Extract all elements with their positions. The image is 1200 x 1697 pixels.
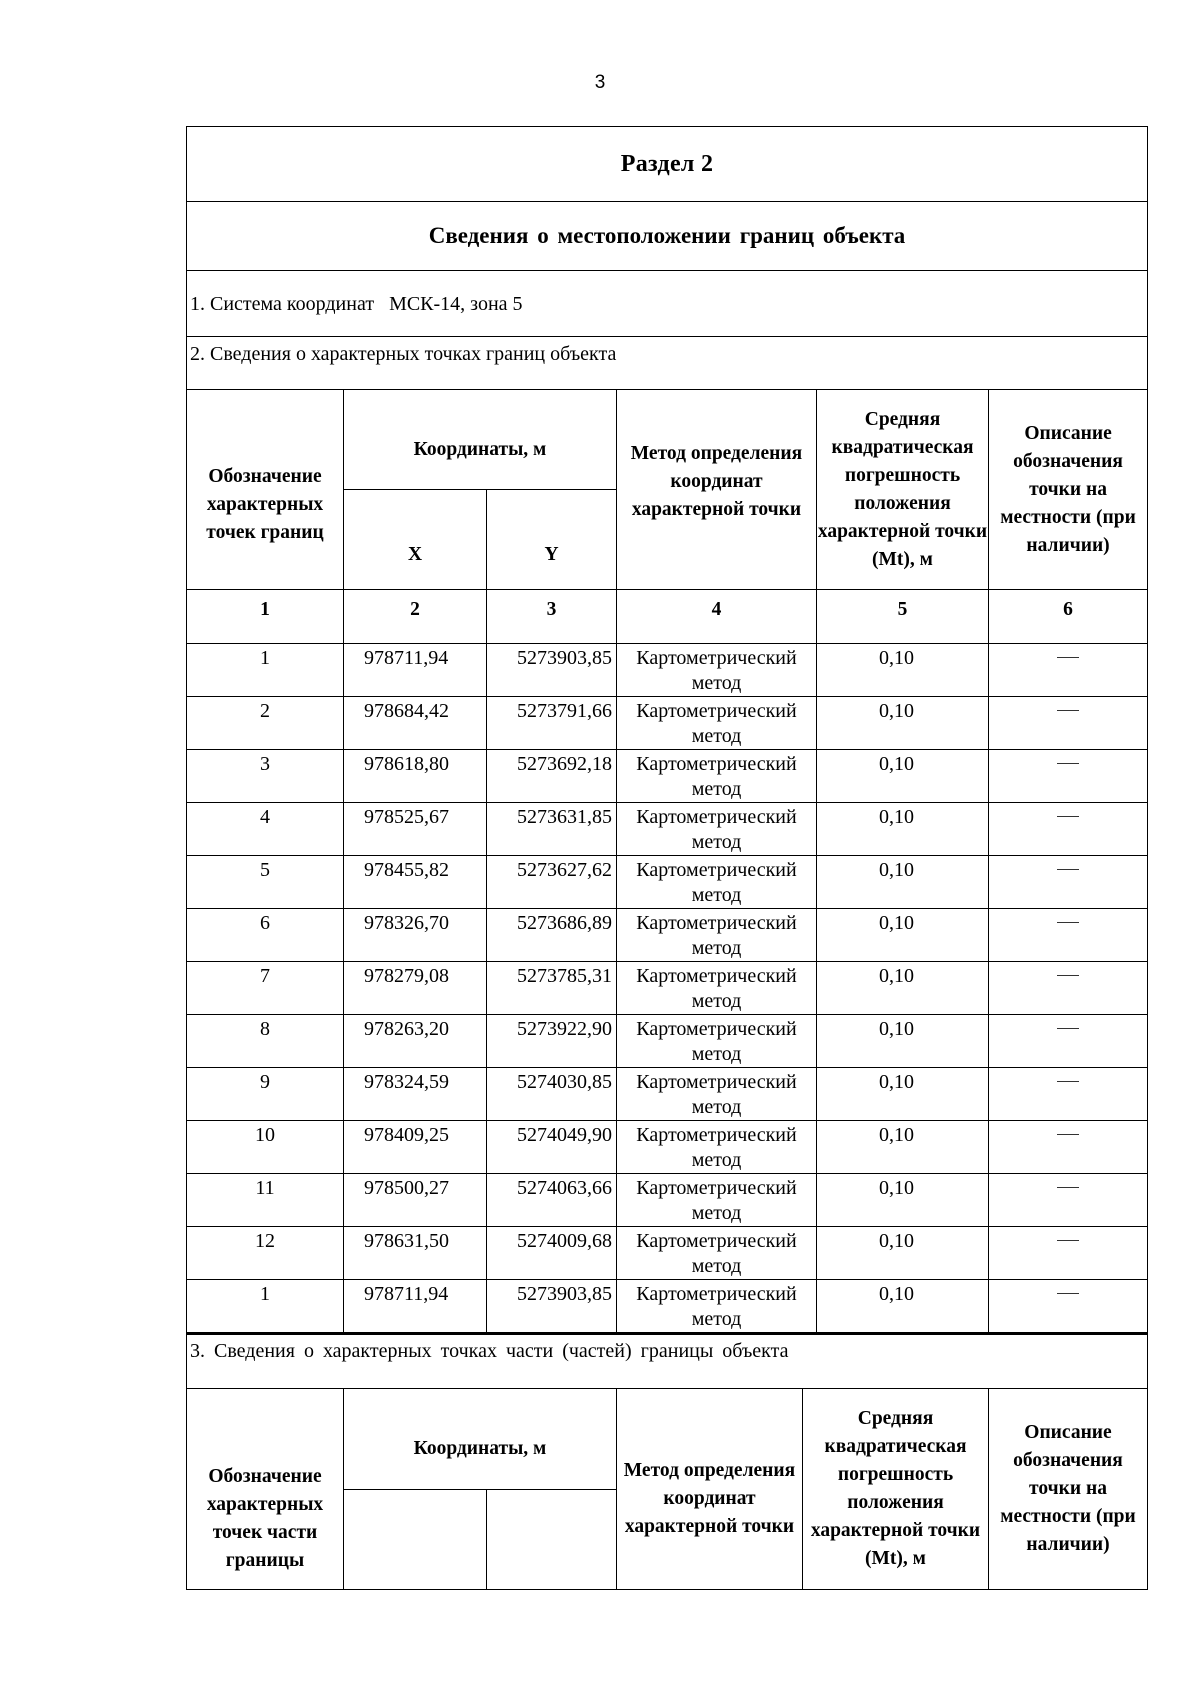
method-value: Картометрический метод bbox=[617, 1068, 817, 1121]
table-row bbox=[187, 1015, 1148, 1068]
description-value bbox=[989, 962, 1148, 1015]
x-coordinate: 978324,59 bbox=[344, 1068, 487, 1121]
error-value: 0,10 bbox=[817, 750, 989, 803]
dash-mark bbox=[1057, 1028, 1079, 1029]
description-value bbox=[989, 750, 1148, 803]
y-coordinate: 5273692,18 bbox=[487, 750, 617, 803]
point-id: 1 bbox=[187, 1280, 344, 1334]
point-id: 10 bbox=[187, 1121, 344, 1174]
parts-header-coordinates: Координаты, м bbox=[344, 1389, 617, 1489]
description-value bbox=[989, 1015, 1148, 1068]
error-value: 0,10 bbox=[817, 856, 989, 909]
points-section-title: 2. Сведения о характерных точках границ объекта bbox=[187, 337, 1148, 390]
point-id: 8 bbox=[187, 1015, 344, 1068]
x-coordinate: 978631,50 bbox=[344, 1227, 487, 1280]
table-row bbox=[187, 803, 1148, 856]
error-value: 0,10 bbox=[817, 1121, 989, 1174]
error-value: 0,10 bbox=[817, 697, 989, 750]
header-designation: Обозначение характерных точек границ bbox=[187, 390, 344, 590]
y-coordinate: 5274049,90 bbox=[487, 1121, 617, 1174]
boundary-parts-table bbox=[186, 1389, 1148, 1590]
column-number: 5 bbox=[817, 590, 989, 644]
coord-system-label: 1. Система координат bbox=[190, 292, 375, 315]
point-id: 4 bbox=[187, 803, 344, 856]
header-error: Средняя квадратическая погрешность положения характерной точки (Mt), м bbox=[817, 390, 989, 590]
point-id: 7 bbox=[187, 962, 344, 1015]
description-value bbox=[989, 1121, 1148, 1174]
y-coordinate: 5273785,31 bbox=[487, 962, 617, 1015]
header-y: Y bbox=[487, 490, 617, 590]
description-value bbox=[989, 803, 1148, 856]
dash-mark bbox=[1057, 1081, 1079, 1082]
x-coordinate: 978618,80 bbox=[344, 750, 487, 803]
description-value bbox=[989, 856, 1148, 909]
description-value bbox=[989, 1068, 1148, 1121]
method-value: Картометрический метод bbox=[617, 1227, 817, 1280]
x-coordinate: 978711,94 bbox=[344, 1280, 487, 1334]
description-value bbox=[989, 1174, 1148, 1227]
page-number: 3 bbox=[594, 72, 606, 93]
dash-mark bbox=[1057, 1293, 1079, 1294]
error-value: 0,10 bbox=[817, 1280, 989, 1334]
table-row bbox=[187, 1174, 1148, 1227]
column-number: 4 bbox=[617, 590, 817, 644]
method-value: Картометрический метод bbox=[617, 1121, 817, 1174]
table-row bbox=[187, 962, 1148, 1015]
method-value: Картометрический метод bbox=[617, 1174, 817, 1227]
table-row bbox=[187, 1227, 1148, 1280]
method-value: Картометрический метод bbox=[617, 1015, 817, 1068]
point-id: 11 bbox=[187, 1174, 344, 1227]
header-x: X bbox=[344, 490, 487, 590]
point-id: 5 bbox=[187, 856, 344, 909]
error-value: 0,10 bbox=[817, 1015, 989, 1068]
y-coordinate: 5273791,66 bbox=[487, 697, 617, 750]
error-value: 0,10 bbox=[817, 1227, 989, 1280]
boundary-points-table bbox=[186, 126, 1148, 1389]
parts-header-method: Метод определения координат характерной точки bbox=[617, 1389, 803, 1589]
x-coordinate: 978500,27 bbox=[344, 1174, 487, 1227]
error-value: 0,10 bbox=[817, 909, 989, 962]
error-value: 0,10 bbox=[817, 1068, 989, 1121]
dash-mark bbox=[1057, 763, 1079, 764]
table-row bbox=[187, 697, 1148, 750]
parts-header-error: Средняя квадратическая погрешность положения характерной точки (Mt), м bbox=[803, 1389, 989, 1589]
method-value: Картометрический метод bbox=[617, 856, 817, 909]
header-description: Описание обозначения точки на местности (при наличии) bbox=[989, 390, 1148, 590]
column-number: 3 bbox=[487, 590, 617, 644]
dash-mark bbox=[1057, 1240, 1079, 1241]
y-coordinate: 5274030,85 bbox=[487, 1068, 617, 1121]
x-coordinate: 978263,20 bbox=[344, 1015, 487, 1068]
table-row bbox=[187, 1121, 1148, 1174]
point-id: 3 bbox=[187, 750, 344, 803]
section-subtitle: Сведения о местоположении границ объекта bbox=[187, 202, 1148, 271]
dash-mark bbox=[1057, 869, 1079, 870]
dash-mark bbox=[1057, 657, 1079, 658]
table-row bbox=[187, 856, 1148, 909]
error-value: 0,10 bbox=[817, 962, 989, 1015]
method-value: Картометрический метод bbox=[617, 750, 817, 803]
section-title: Раздел 2 bbox=[187, 127, 1148, 202]
x-coordinate: 978326,70 bbox=[344, 909, 487, 962]
dash-mark bbox=[1057, 922, 1079, 923]
y-coordinate: 5273686,89 bbox=[487, 909, 617, 962]
table-row bbox=[187, 1068, 1148, 1121]
parts-header-y bbox=[487, 1489, 617, 1589]
x-coordinate: 978711,94 bbox=[344, 644, 487, 697]
method-value: Картометрический метод bbox=[617, 697, 817, 750]
dash-mark bbox=[1057, 1187, 1079, 1188]
dash-mark bbox=[1057, 975, 1079, 976]
x-coordinate: 978525,67 bbox=[344, 803, 487, 856]
description-value bbox=[989, 1280, 1148, 1334]
table-row bbox=[187, 750, 1148, 803]
description-value bbox=[989, 909, 1148, 962]
y-coordinate: 5273627,62 bbox=[487, 856, 617, 909]
dash-mark bbox=[1057, 710, 1079, 711]
method-value: Картометрический метод bbox=[617, 644, 817, 697]
x-coordinate: 978684,42 bbox=[344, 697, 487, 750]
header-coordinates: Координаты, м bbox=[344, 390, 617, 490]
point-id: 2 bbox=[187, 697, 344, 750]
y-coordinate: 5274063,66 bbox=[487, 1174, 617, 1227]
y-coordinate: 5273631,85 bbox=[487, 803, 617, 856]
x-coordinate: 978455,82 bbox=[344, 856, 487, 909]
point-id: 1 bbox=[187, 644, 344, 697]
point-id: 9 bbox=[187, 1068, 344, 1121]
dash-mark bbox=[1057, 1134, 1079, 1135]
method-value: Картометрический метод bbox=[617, 909, 817, 962]
header-method: Метод определения координат характерной точки bbox=[617, 390, 817, 590]
column-number: 1 bbox=[187, 590, 344, 644]
x-coordinate: 978409,25 bbox=[344, 1121, 487, 1174]
parts-section-title: 3. Сведения о характерных точках части (частей) границы объекта bbox=[187, 1334, 1148, 1389]
parts-header-designation: Обозначение характерных точек части границы bbox=[187, 1389, 344, 1589]
point-id: 6 bbox=[187, 909, 344, 962]
dash-mark bbox=[1057, 816, 1079, 817]
column-number: 6 bbox=[989, 590, 1148, 644]
coord-system-value: МСК-14, зона 5 bbox=[389, 292, 523, 315]
parts-header-description: Описание обозначения точки на местности (при наличии) bbox=[989, 1389, 1148, 1589]
parts-header-x bbox=[344, 1489, 487, 1589]
table-row bbox=[187, 1280, 1148, 1334]
error-value: 0,10 bbox=[817, 644, 989, 697]
description-value bbox=[989, 697, 1148, 750]
y-coordinate: 5274009,68 bbox=[487, 1227, 617, 1280]
method-value: Картометрический метод bbox=[617, 1280, 817, 1334]
description-value bbox=[989, 1227, 1148, 1280]
x-coordinate: 978279,08 bbox=[344, 962, 487, 1015]
description-value bbox=[989, 644, 1148, 697]
y-coordinate: 5273903,85 bbox=[487, 1280, 617, 1334]
table-row bbox=[187, 644, 1148, 697]
error-value: 0,10 bbox=[817, 803, 989, 856]
column-number: 2 bbox=[344, 590, 487, 644]
method-value: Картометрический метод bbox=[617, 962, 817, 1015]
table-row bbox=[187, 909, 1148, 962]
error-value: 0,10 bbox=[817, 1174, 989, 1227]
coord-system-row bbox=[187, 271, 1148, 337]
method-value: Картометрический метод bbox=[617, 803, 817, 856]
y-coordinate: 5273922,90 bbox=[487, 1015, 617, 1068]
point-id: 12 bbox=[187, 1227, 344, 1280]
y-coordinate: 5273903,85 bbox=[487, 644, 617, 697]
